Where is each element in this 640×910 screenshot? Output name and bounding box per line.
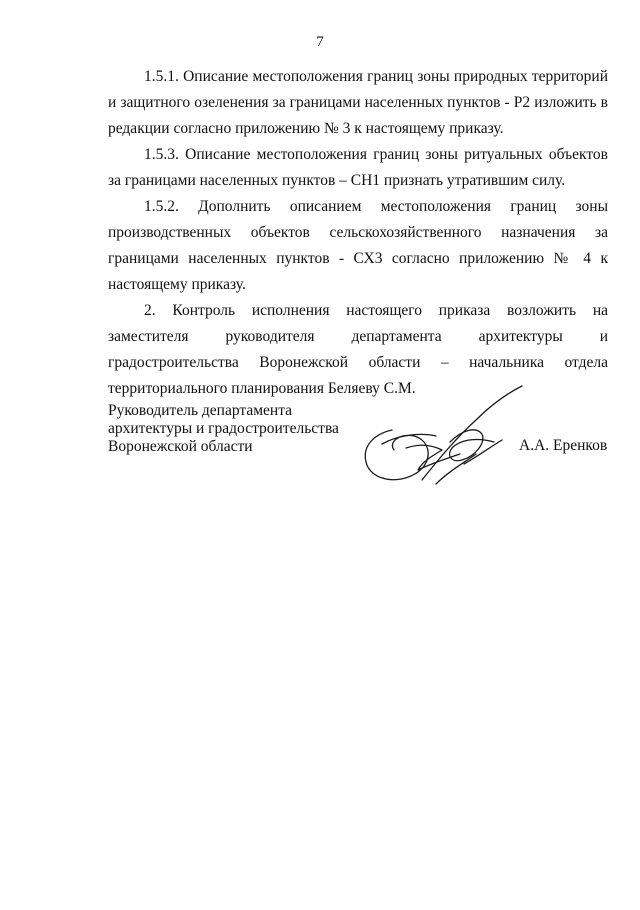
paragraph-1-5-2: 1.5.2. Дополнить описанием местоположения границ зоны производственных объектов сельскохозяйственного назначения за границами населенных пунктов - СХ3 согласно приложению № 4 к настоящему приказу.: [108, 198, 608, 293]
signatory-position-line-3: Воронежской области: [108, 438, 253, 455]
paragraph-1-5-3: 1.5.3. Описание местоположения границ зоны ритуальных объектов за границами населенных пунктов – СН1 признать утратившим силу.: [108, 146, 608, 189]
signatory-position-line-1: Руководитель департамента: [108, 402, 293, 419]
signatory-position: [108, 402, 339, 456]
document-body: [108, 64, 608, 402]
paragraph-2: 2. Контроль исполнения настоящего приказа возложить на заместителя руководителя департамента архитектуры и градостроительства Воронежской области – начальника отдела территориального планирования Беляеву С.М.: [108, 302, 608, 397]
paragraph-1-5-1: 1.5.1. Описание местоположения границ зоны природных территорий и защитного озеленения за границами населенных пунктов - Р2 изложить в редакции согласно приложению № 3 к настоящему приказу.: [108, 68, 608, 137]
signatory-name: А.А. Еренков: [519, 437, 608, 454]
handwritten-signature: [352, 384, 532, 490]
signatory-position-line-2: архитектуры и градостроительства: [108, 420, 339, 437]
page-number: 7: [316, 34, 324, 50]
